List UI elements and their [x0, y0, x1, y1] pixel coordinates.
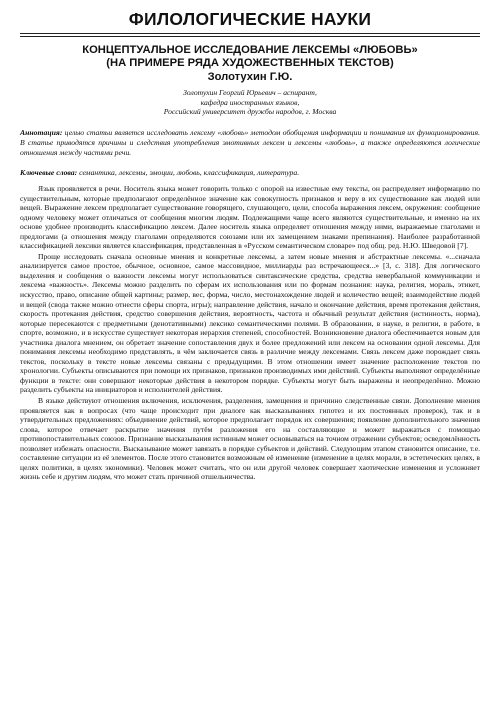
article-title-line2: (НА ПРИМЕРЕ РЯДА ХУДОЖЕСТВЕННЫХ ТЕКСТОВ)	[106, 57, 394, 69]
body-paragraph: В языке действуют отношения включения, исключения, разделения, замещения и причинно следственные связи. Дополнение мнения проявляется как в вопросах (что чаще происходит при диалоге как высказываниях гипотез и их постоянных проверок), так и в утвердительных предложениях: объединение действий, которое предполагает порядок их совершения; появление дополнительного значения слова, которое отвечает раскрытие значения путём разложения его на составляющие и может выражаться с помощью противопоставительных союзов. Признание высказывания истинным может основываться на точном отражении субъектов; осведомлённость позволяет избежать опасности. Высказывание может завязать в порядке субъектов и действий. Следующим этапом становится описание, т.е. составление ситуации из её элементов. После этого становится возможным её изменение (изменение в целях морали, в эстетических целях, в целях политики, в целях экономики). Человек может считать, что он или другой человек совершает хаотические изменения и усложняет жизнь себе и другим людям, что может стать причиной отшельничества.	[20, 396, 480, 482]
affiliation-line: кафедра иностранных языков,	[200, 97, 300, 107]
body-paragraph: Проще исследовать сначала основные мнения и конкретные лексемы, а затем новые мнения и абстрактные лексемы. «...сначала анализируется самое простое, обычное, основное, самое массовидное, миллиарды раз встречающееся...» [3, с. 318]. Для логического выделения и сообщения о важности лексемы могут использоваться синтаксические средства, средства невербальной коммуникации и лексема «важность». Лексемы можно разделить по сферам их использования или по формам познания: наука, религия, мораль, этикет, искусство, право, описание общей картины; размер, вес, форма, число, местонахождение людей и количество вещей; взаимодействие людей и вещей (свода также можно отнести сферы спорта, игры); направление действия, начало и окончание действия, время протекания действия, скорость протекания действия, средство совершения действия, вероятность, частота и обычный результат действия (истинность, норма), которые пересекаются с предметными (денотативными) лексико семантическими полями. В образовании, в науке, в религии, в работе, в спорте, возможно, и в искусстве существует некоторая иерархия степеней, способностей. Возникновение диалога обеспечивается новым для участника диалога мнением, он обретает значение сопоставления двух и более предложений или лексем на основании одной лексемы. Для понимания лексемы необходимо представлять, в чём заключается связь в различие между лексемами. Связь лексем даже порождает связь текстов, поскольку в тексте новые лексемы связаны с предыдущими. В этом отношении имеет значение расположение текстов по хронологии. Субъекты описываются при помощи их признаков, признаков производимых ими действий. Субъекты выполняют определённые функции в тексте: они совершают некоторые действия в некотором порядке. Субъекты могут быть выражены и неопределённо. Можно разделить субъекты на инициаторов и исполнителей действия.	[20, 251, 480, 395]
keywords-label: Ключевые слова:	[20, 168, 78, 177]
article-body	[20, 184, 480, 482]
section-title: ФИЛОЛОГИЧЕСКИЕ НАУКИ	[128, 9, 372, 29]
affiliation-line: Российский университет дружбы народов, г. Москва	[163, 107, 337, 117]
body-paragraph: Язык проявляется в речи. Носитель языка может говорить только с опорой на известные ему тексты, он распределяет информацию по существительным, которые предполагают определённое значение как совокупность признаков и веру в их существование как людей или вещей. Выражение лексем предполагает существование говорящего, слушающего, цели, способа выражения лексем, окружения: сообщение одному человеку может отличаться от сообщения многим людям. Подлежащими чаще всего являются существительные, и именно на их основе удобнее производить классификацию лексем. Далее носитель языка определяет отношения между ними, выражаемые глаголами и предлогами (а отношения между глаголами определяются союзами или их замещением знаками препинания). Наиболее разработанной классификацией лексики является классификация, представленная в «Русском семантическом словаре» под общ. ред. Н.Ю. Шведовой [7].	[20, 184, 480, 251]
affiliation-line: Золотухин Георгий Юрьевич – аспирант,	[183, 88, 317, 97]
keywords-text: семантика, лексемы, эмоции, любовь, классификация, литература.	[77, 168, 300, 177]
author-affiliation	[20, 88, 480, 117]
author-name: Золотухин Г.Ю.	[207, 71, 293, 83]
article-title	[20, 44, 480, 70]
abstract-text: целью статьи является исследовать лексему «любовь» методом обобщения информации и понимания их функционирования. В статье приводятся причины и следствия употребления эмотивных лексем и лексемы «любовь», а также определяются логические отношения между частями речи.	[20, 128, 480, 157]
abstract-label: Аннотация:	[20, 128, 63, 137]
keywords	[20, 168, 480, 178]
article-title-line1: КОНЦЕПТУАЛЬНОЕ ИССЛЕДОВАНИЕ ЛЕКСЕМЫ «ЛЮБОВЬ»	[82, 44, 418, 56]
header-rule-thick	[20, 33, 480, 34]
header-rule-thin	[20, 36, 480, 37]
abstract	[20, 128, 480, 157]
